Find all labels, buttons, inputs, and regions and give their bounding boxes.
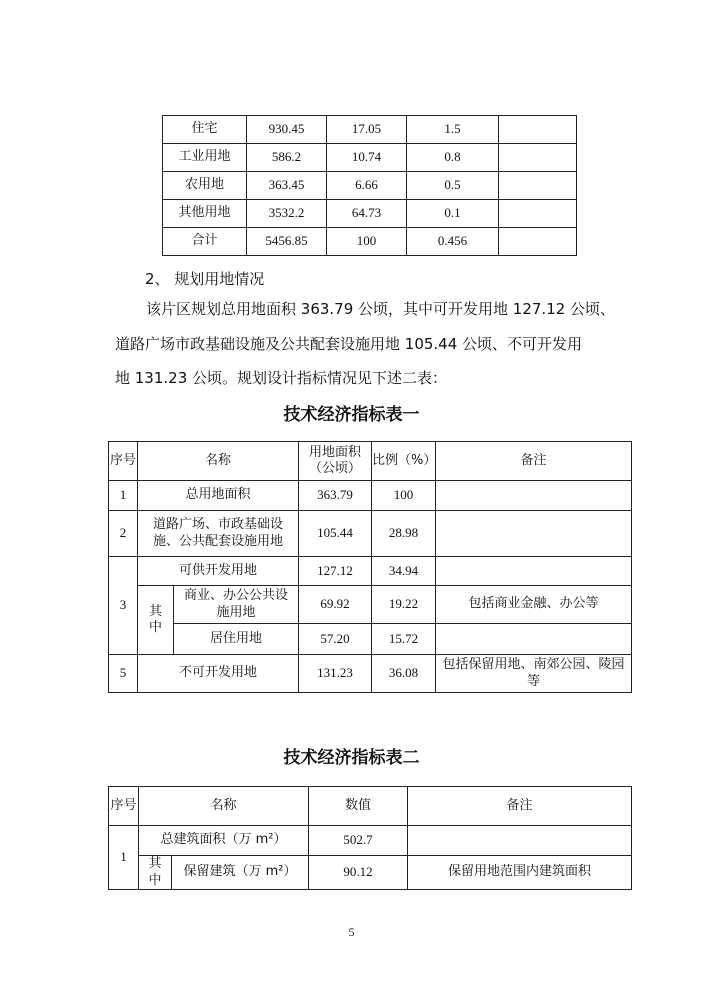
table-cell: 1 <box>109 826 139 890</box>
table-cell: 19.22 <box>372 586 436 624</box>
table-cell: 其中 <box>138 586 174 655</box>
table-cell <box>499 172 577 200</box>
table-cell: 28.98 <box>372 511 436 557</box>
table-cell: 10.74 <box>327 144 407 172</box>
table-cell <box>436 624 632 655</box>
tech-econ-table-1 <box>108 441 632 693</box>
table-cell <box>408 826 632 856</box>
table-cell: 64.73 <box>327 200 407 228</box>
table-cell: 商业、办公公共设施用地 <box>174 586 299 624</box>
table-cell: 363.45 <box>247 172 327 200</box>
table-cell <box>499 228 577 256</box>
table-cell: 5 <box>109 655 138 693</box>
table-cell: 0.8 <box>407 144 499 172</box>
table-cell: 127.12 <box>299 557 372 586</box>
table-cell: 17.05 <box>327 116 407 144</box>
table-cell: 90.12 <box>309 856 408 890</box>
table-cell: 其中 <box>139 856 172 890</box>
table-cell: 其他用地 <box>163 200 247 228</box>
table-row <box>163 228 577 256</box>
table-cell: 0.1 <box>407 200 499 228</box>
table-cell: 1.5 <box>407 116 499 144</box>
table-cell: 105.44 <box>299 511 372 557</box>
table-cell: 总建筑面积（万 m²） <box>139 826 309 856</box>
table-cell: 总用地面积 <box>138 481 299 511</box>
table-cell: 居住用地 <box>174 624 299 655</box>
page-number: 5 <box>348 925 355 939</box>
table-cell: 2 <box>109 511 138 557</box>
header-seq: 序号 <box>109 442 138 481</box>
table1-title: 技术经济指标表一 <box>283 405 420 425</box>
table-cell: 0.456 <box>407 228 499 256</box>
table-cell: 100 <box>327 228 407 256</box>
table-cell: 57.20 <box>299 624 372 655</box>
table-cell <box>499 116 577 144</box>
table2-title: 技术经济指标表二 <box>283 748 420 768</box>
table-cell <box>436 511 632 557</box>
tech-econ-table-2 <box>108 786 632 890</box>
paragraph-line-2: 道路广场市政基础设施及公共配套设施用地 105.44 公顷、不可开发用 <box>115 335 583 353</box>
table-cell: 6.66 <box>327 172 407 200</box>
table-cell: 100 <box>372 481 436 511</box>
table-cell: 3532.2 <box>247 200 327 228</box>
table-cell: 可供开发用地 <box>138 557 299 586</box>
table-row <box>163 144 577 172</box>
header-name: 名称 <box>138 442 299 481</box>
header-seq: 序号 <box>109 787 139 826</box>
table-cell: 5456.85 <box>247 228 327 256</box>
table-cell: 69.92 <box>299 586 372 624</box>
table-cell: 586.2 <box>247 144 327 172</box>
table-cell: 502.7 <box>309 826 408 856</box>
land-use-table <box>162 115 577 256</box>
header-ratio: 比例（%） <box>372 442 436 481</box>
table-cell: 1 <box>109 481 138 511</box>
paragraph-line-3: 地 131.23 公顷。规划设计指标情况见下述二表： <box>115 369 448 387</box>
table-cell: 农用地 <box>163 172 247 200</box>
table-cell: 道路广场、市政基础设施、公共配套设施用地 <box>138 511 299 557</box>
table-cell: 363.79 <box>299 481 372 511</box>
table-cell: 0.5 <box>407 172 499 200</box>
table-row <box>163 172 577 200</box>
table-cell: 合计 <box>163 228 247 256</box>
header-note: 备注 <box>436 442 632 481</box>
table-cell <box>436 557 632 586</box>
table-cell <box>499 200 577 228</box>
table-cell: 15.72 <box>372 624 436 655</box>
table-cell <box>436 481 632 511</box>
table-cell: 36.08 <box>372 655 436 693</box>
table-row <box>163 116 577 144</box>
table-cell: 保留建筑（万 m²） <box>172 856 309 890</box>
table-cell <box>499 144 577 172</box>
table-cell: 保留用地范围内建筑面积 <box>408 856 632 890</box>
header-note: 备注 <box>408 787 632 826</box>
table-cell: 住宅 <box>163 116 247 144</box>
header-area: 用地面积（公顷） <box>299 442 372 481</box>
paragraph-line-1: 该片区规划总用地面积 363.79 公顷，其中可开发用地 127.12 公顷、 <box>146 300 616 318</box>
table-cell: 34.94 <box>372 557 436 586</box>
table-cell: 工业用地 <box>163 144 247 172</box>
table-cell: 包括保留用地、南郊公园、陵园等 <box>436 655 632 693</box>
table-cell: 3 <box>109 557 138 655</box>
section-heading: 2、 规划用地情况 <box>145 270 265 288</box>
header-name: 名称 <box>139 787 309 826</box>
table-row <box>163 200 577 228</box>
table-cell: 930.45 <box>247 116 327 144</box>
table-cell: 131.23 <box>299 655 372 693</box>
table-cell: 不可开发用地 <box>138 655 299 693</box>
header-value: 数值 <box>309 787 408 826</box>
table-cell: 包括商业金融、办公等 <box>436 586 632 624</box>
